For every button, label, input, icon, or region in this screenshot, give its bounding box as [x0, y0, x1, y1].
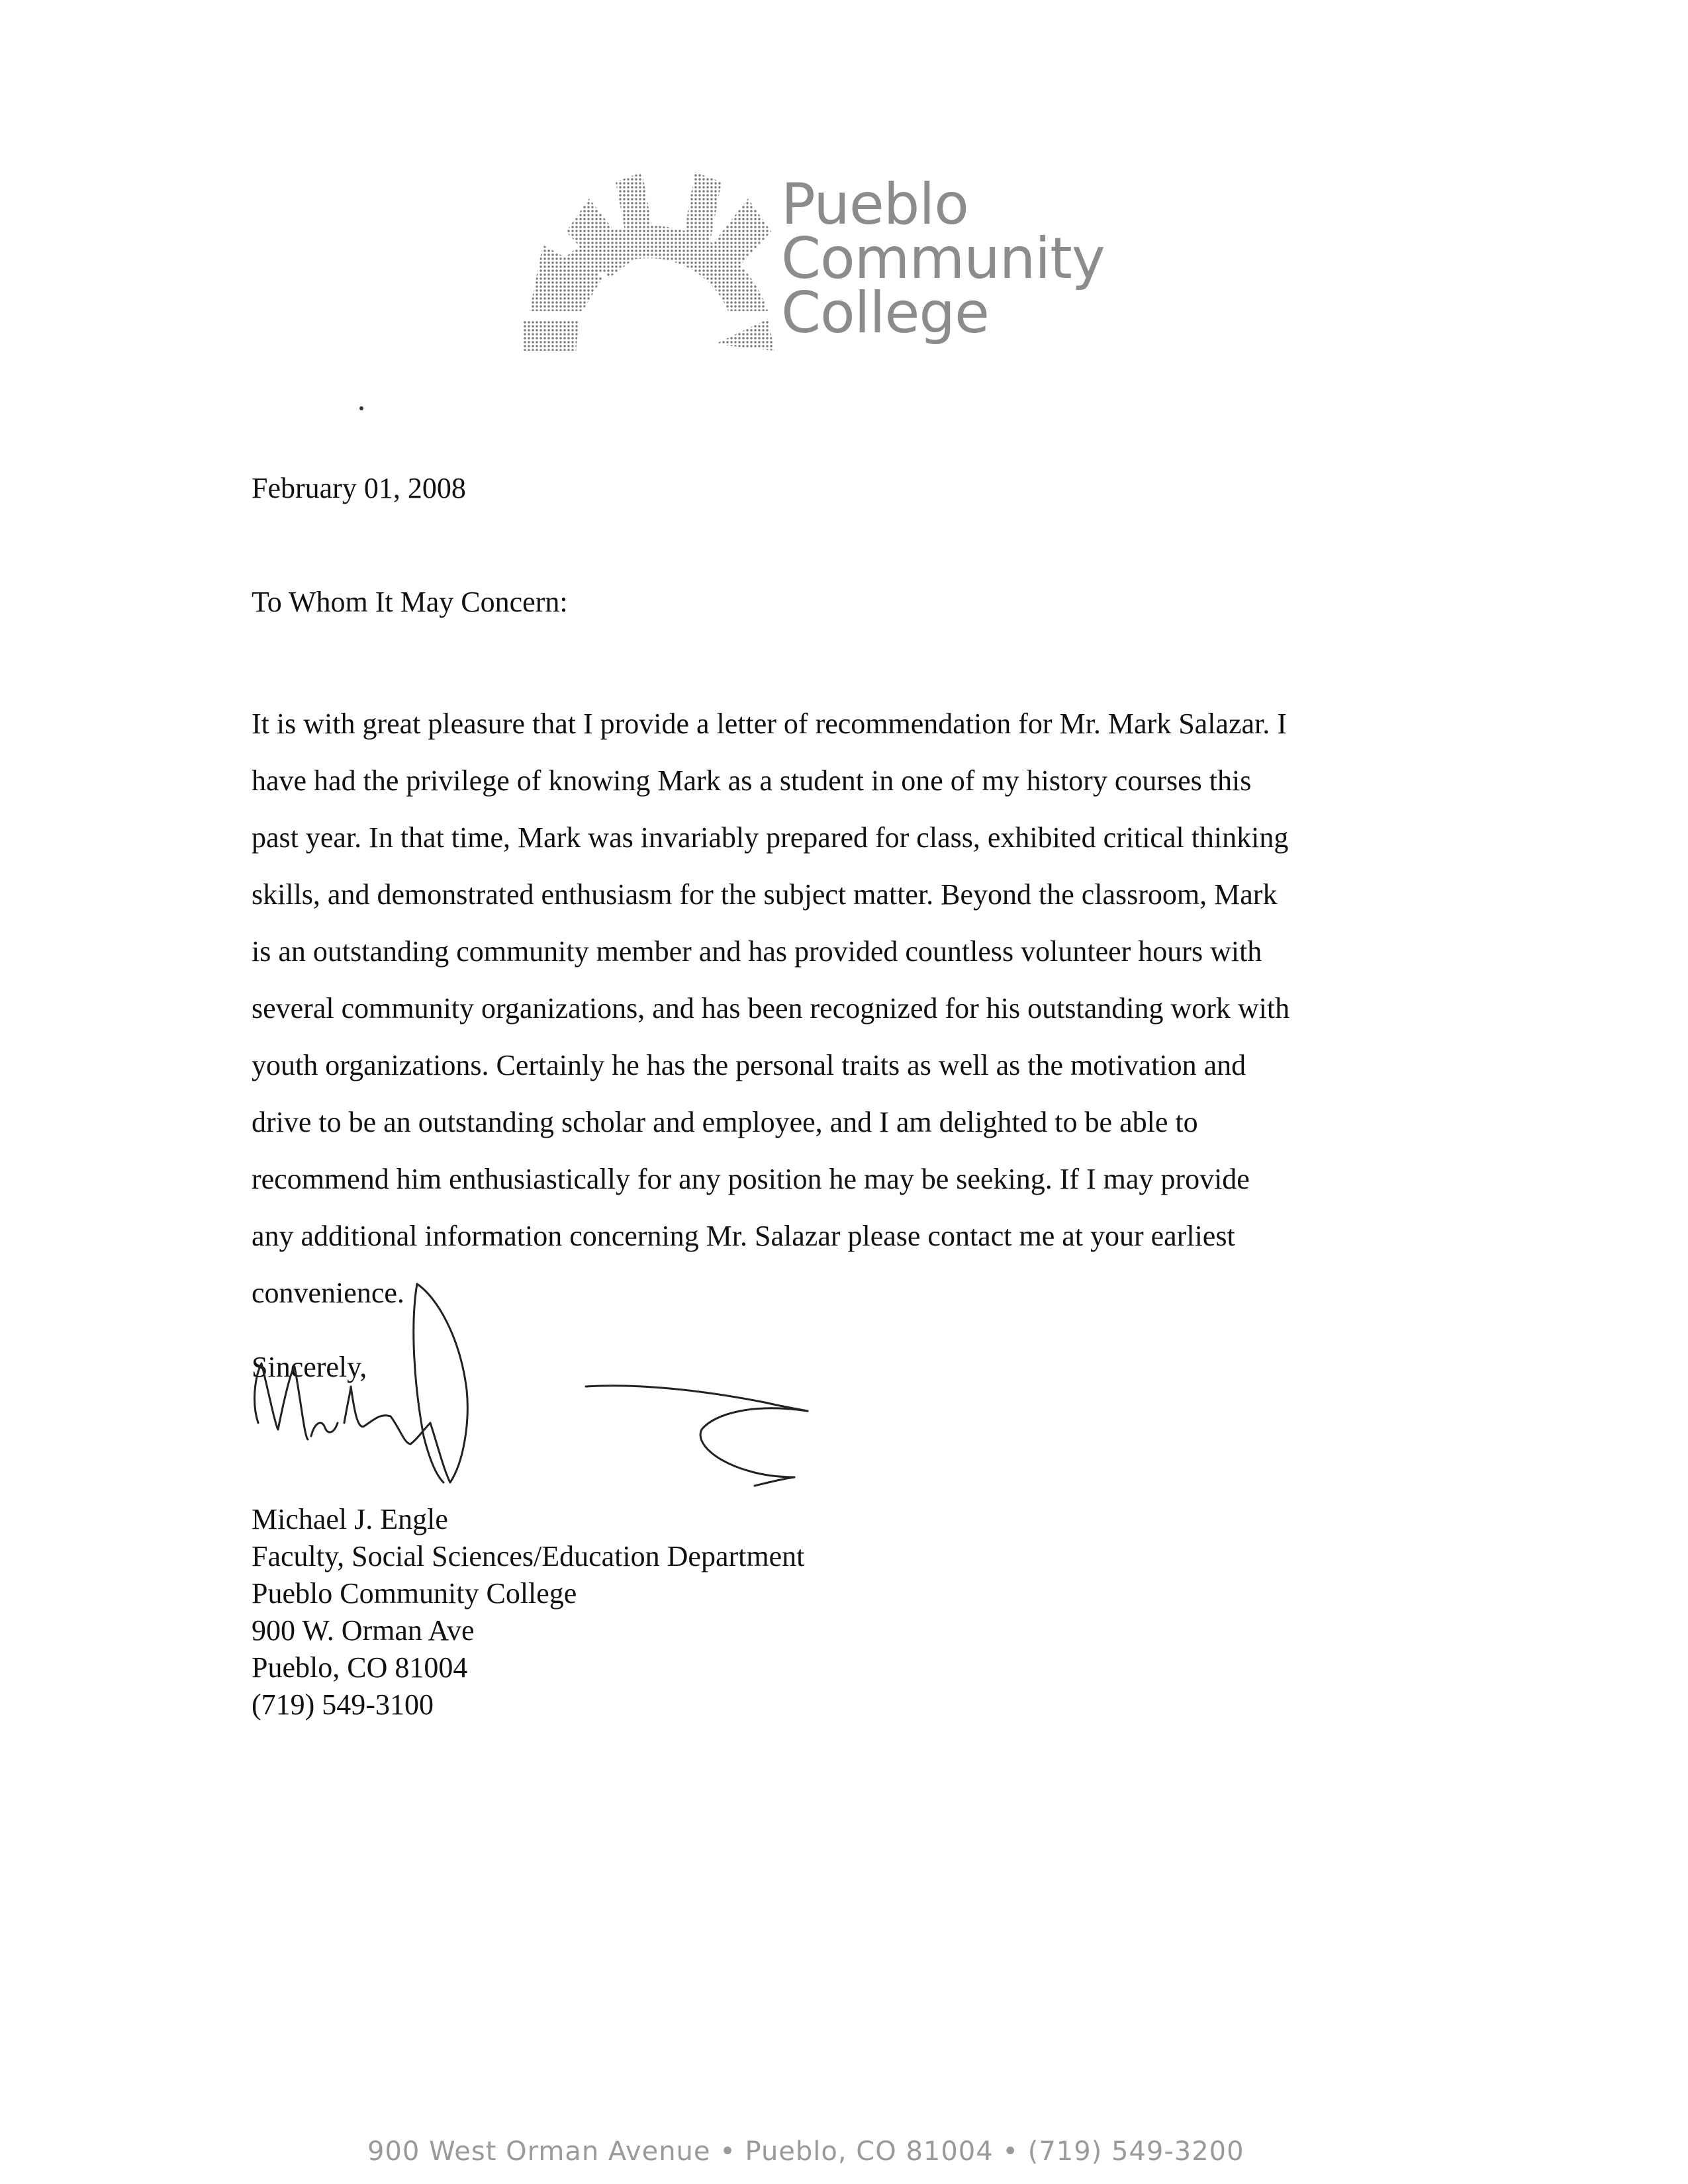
signer-name: Michael J. Engle — [252, 1503, 448, 1535]
signer-city: Pueblo, CO 81004 — [252, 1651, 468, 1684]
signer-street: 900 W. Orman Ave — [252, 1614, 475, 1647]
body-line: is an outstanding community member and has provided countless volunteer hours with — [252, 935, 1262, 968]
body-line: past year. In that time, Mark was invariably prepared for class, exhibited critical thinking — [252, 821, 1289, 854]
body-line: convenience. — [252, 1277, 404, 1309]
closing: Sincerely, — [252, 1351, 367, 1383]
handwritten-signature-icon — [238, 1271, 914, 1522]
signer-title: Faculty, Social Sciences/Education Department — [252, 1540, 805, 1572]
signer-phone: (719) 549-3100 — [252, 1688, 434, 1721]
signer-institution: Pueblo Community College — [252, 1577, 577, 1610]
letterhead-footer: 900 West Orman Avenue • Pueblo, CO 81004 • (719) 549-3200 — [367, 2136, 1244, 2167]
body-line: youth organizations. Certainly he has the personal traits as well as the motivation and — [252, 1049, 1246, 1081]
scan-speck — [359, 406, 363, 410]
body-line: several community organizations, and has been recognized for his outstanding work with — [252, 992, 1290, 1024]
signature-block — [252, 1501, 804, 1723]
body-line: have had the privilege of knowing Mark as a student in one of my history courses this — [252, 764, 1252, 797]
wordmark-line: Pueblo — [781, 171, 968, 238]
college-wordmark — [781, 171, 1105, 346]
body-line: any additional information concerning Mr. Salazar please contact me at your earliest — [252, 1220, 1235, 1252]
sunburst-arch-icon — [523, 172, 774, 351]
body-line: recommend him enthusiastically for any position he may be seeking. If I may provide — [252, 1163, 1250, 1195]
body-line: drive to be an outstanding scholar and employee, and I am delighted to be able to — [252, 1106, 1198, 1138]
wordmark-line: Community — [781, 226, 1105, 292]
letter-body — [252, 696, 1450, 1322]
wordmark-line: College — [781, 280, 989, 346]
letter-date: February 01, 2008 — [252, 472, 466, 504]
body-line: skills, and demonstrated enthusiasm for the subject matter. Beyond the classroom, Mark — [252, 878, 1278, 911]
body-line: It is with great pleasure that I provide a letter of recommendation for Mr. Mark Salazar. I — [252, 707, 1287, 740]
salutation: To Whom It May Concern: — [252, 586, 568, 618]
